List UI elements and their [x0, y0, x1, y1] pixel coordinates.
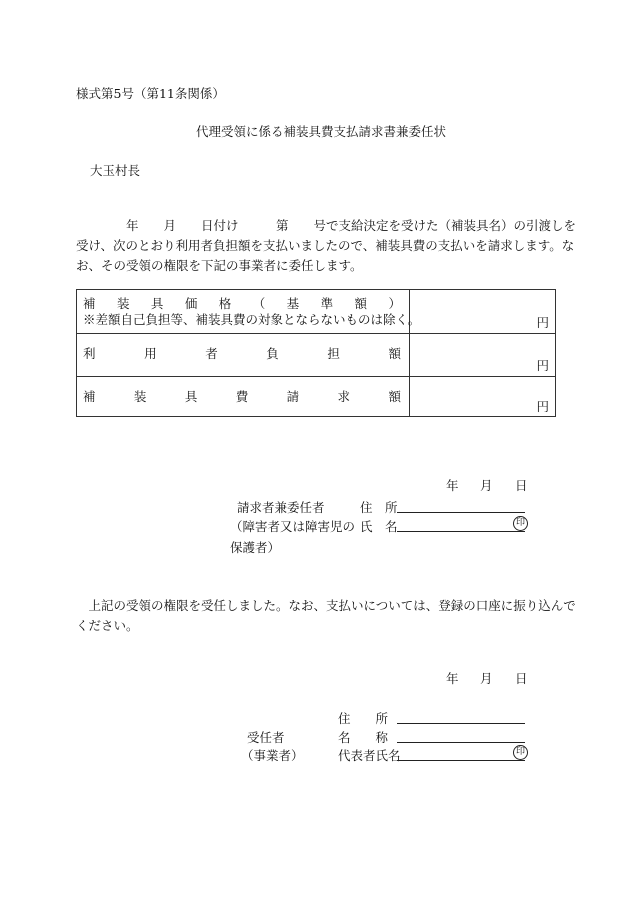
label-char: （	[252, 296, 266, 311]
body-line-1: 年 月 日付け 第 号で支給決定を受けた（補装具名）の引渡しを	[76, 218, 577, 233]
label-char: 請	[286, 389, 300, 404]
yen-unit: 円	[536, 315, 549, 330]
date-year: 年	[446, 671, 459, 686]
label-char: 価	[184, 296, 198, 311]
device-price-note: ※差額自己負担等、補装具費の対象とならないものは除く。	[83, 312, 421, 327]
label-char: 補	[83, 296, 96, 311]
seal-mark: 印	[513, 516, 528, 531]
claimant-name-label: 氏 名	[360, 519, 398, 534]
label-char: 装	[133, 389, 147, 404]
agent-address-label: 住 所	[338, 711, 389, 726]
claimant-name-line[interactable]	[397, 531, 525, 532]
label-char: 求	[337, 389, 351, 404]
yen-unit: 円	[536, 399, 549, 414]
addressee: 大玉村長	[90, 163, 141, 178]
label-char: 具	[150, 296, 164, 311]
agent-representative-label: 代表者氏名	[338, 748, 401, 763]
label-char: 具	[184, 389, 198, 404]
document-title: 代理受領に係る補装具費支払請求書兼委任状	[196, 124, 447, 139]
date-month: 月	[480, 478, 493, 493]
table-row-user-burden	[77, 333, 555, 376]
body-line-2: 受け、次のとおり利用者負担額を支払いましたので、補装具費の支払いを請求します。な	[76, 238, 575, 253]
label-char: 額	[354, 296, 368, 311]
agent-name-line[interactable]	[397, 742, 525, 743]
label-char: 費	[235, 389, 249, 404]
acceptance-line-2: ください。	[76, 618, 139, 633]
claimant-role: 請求者兼委任者	[237, 500, 325, 515]
agent-name-label: 名 称	[338, 730, 389, 745]
device-price-label	[83, 296, 401, 311]
label-char: 額	[388, 346, 401, 361]
claimant-role-note: （障害者又は障害児の	[230, 519, 356, 534]
date-year: 年	[446, 478, 459, 493]
seal-mark: 印	[513, 745, 528, 760]
date-day: 日	[515, 671, 528, 686]
label-char: ）	[388, 296, 401, 311]
label-char: 用	[144, 346, 157, 361]
amount-table	[76, 289, 556, 417]
label-char: 利	[83, 346, 96, 361]
agent-role: 受任者	[247, 730, 285, 745]
acceptance-line-1: 上記の受領の権限を受任しました。なお、支払いについては、登録の口座に振り込んで	[76, 598, 576, 613]
label-char: 格	[218, 296, 232, 311]
label-char: 準	[320, 296, 334, 311]
agent-representative-line[interactable]	[397, 760, 525, 761]
label-char: 装	[116, 296, 130, 311]
agent-address-line[interactable]	[397, 723, 525, 724]
label-char: 基	[286, 296, 300, 311]
table-row-claim-amount	[77, 376, 555, 416]
date-day: 日	[515, 478, 528, 493]
form-number: 様式第5号（第11条関係）	[76, 86, 225, 101]
user-burden-label	[83, 346, 401, 361]
claimant-address-line[interactable]	[397, 512, 525, 513]
table-row-device-price	[77, 290, 555, 333]
agent-role-note: （事業者）	[241, 748, 304, 763]
label-char: 補	[83, 389, 96, 404]
body-line-3: お、その受領の権限を下記の事業者に委任します。	[76, 258, 363, 273]
label-char: 担	[327, 346, 340, 361]
label-char: 者	[205, 346, 218, 361]
date-month: 月	[480, 671, 493, 686]
claimant-role-note-2: 保護者）	[230, 540, 281, 555]
claimant-address-label: 住 所	[360, 500, 398, 515]
label-char: 負	[266, 346, 279, 361]
yen-unit: 円	[536, 358, 549, 373]
label-char: 額	[388, 389, 401, 404]
claim-amount-label	[83, 389, 401, 404]
